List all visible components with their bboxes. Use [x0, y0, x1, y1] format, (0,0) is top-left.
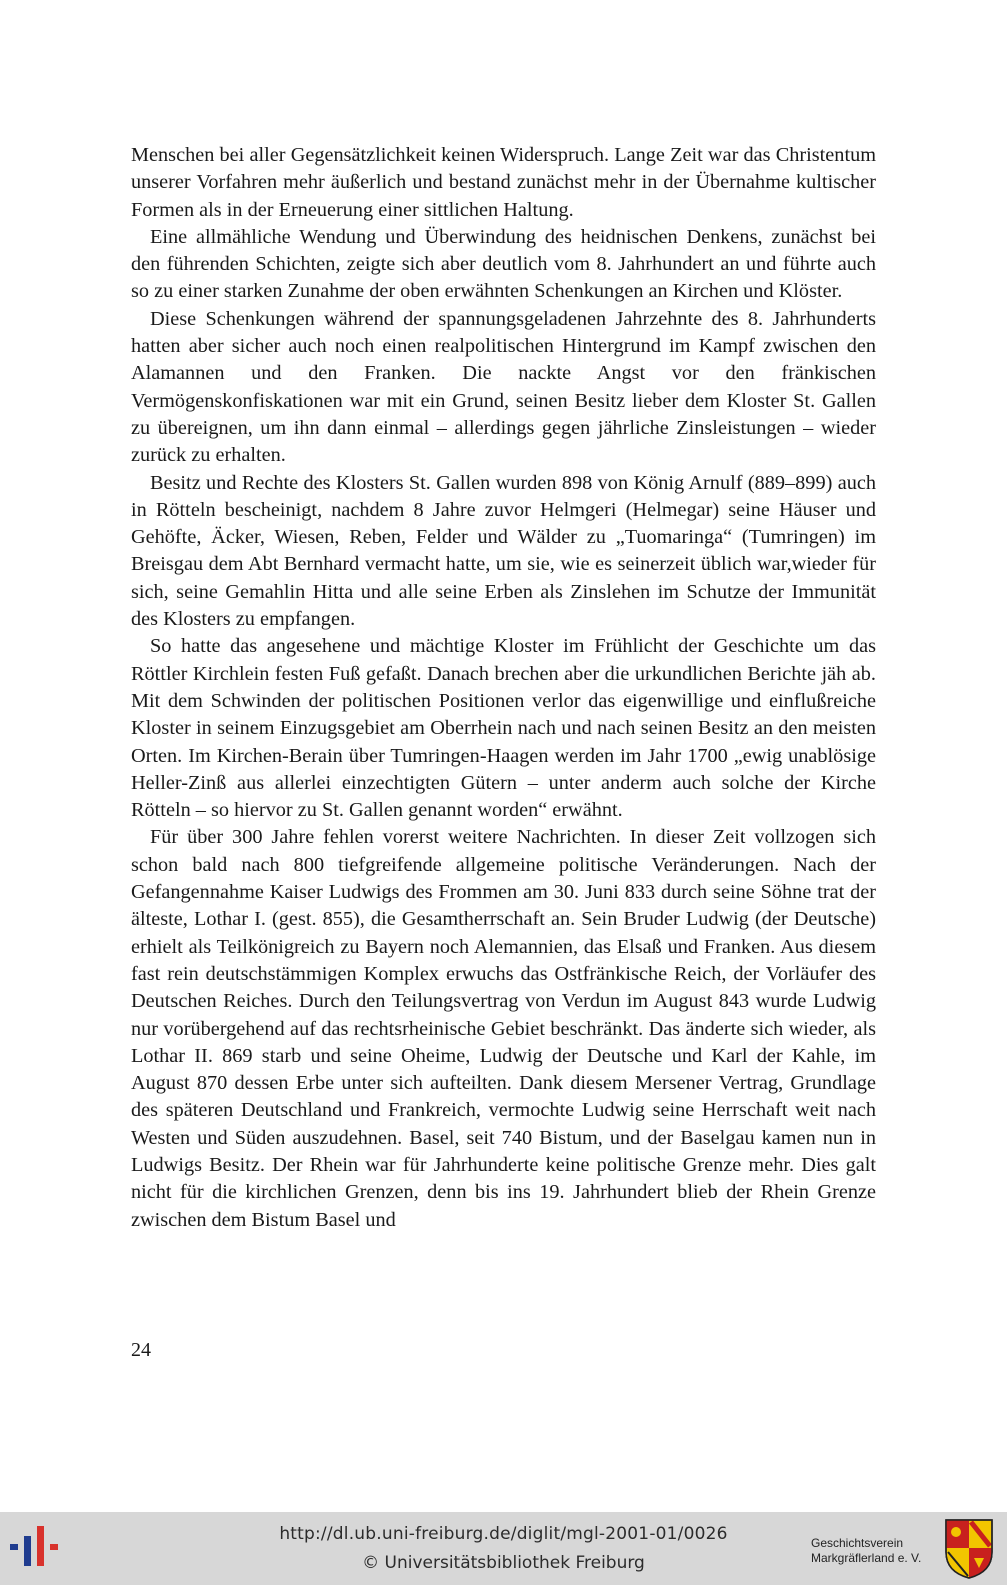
footer-url-link[interactable]: http://dl.ub.uni-freiburg.de/diglit/mgl-2001-01/0026 [279, 1524, 728, 1544]
footer-bar [0, 1512, 1007, 1585]
society-name-line-1: Geschichtsverein [811, 1536, 904, 1550]
paragraph-2: Eine allmähliche Wendung und Überwindung des heidnischen Denkens, zunächst bei den führenden Schichten, zeigte sich aber deutlich vom 8. Jahrhundert an und führte auch so zu einer starken Zunahme der oben erwähnten Schenkungen an Kirchen und Klöster. [131, 225, 876, 303]
paragraph-5: So hatte das angesehene und mächtige Kloster im Frühlicht der Geschichte um das Röttler Kirchlein festen Fuß gefaßt. Danach brechen aber die urkundlichen Berichte jäh ab. Mit dem Schwinden der politischen Positionen verlor das eigenwillige und einflußreiche Kloster in seinem Einzugsgebiet am Oberrhein nach und nach seinen Besitz an den meisten Orten. Im Kirchen-Berain über Tumringen-Haagen werden im Jahr 1700 „ewig unablösige Heller-Zinß aus allerlei einzechtigten Gütern – unter anderm auch solche der Kirche Rötteln – so hiervor zu St. Gallen genannt worden“ erwähnt. [131, 635, 876, 822]
footer-copyright: © Universitätsbibliothek Freiburg [362, 1553, 645, 1573]
paragraph-1: Menschen bei aller Gegensätzlichkeit keinen Widerspruch. Lange Zeit war das Christentum unserer Vorfahren mehr äußerlich und bestand zunächst mehr in der Übernahme kultischer Formen als in der Erneuerung einer sittlichen Haltung. [131, 144, 876, 221]
society-name-line-2: Markgräflerland e. V. [811, 1551, 922, 1565]
society-name [811, 1536, 936, 1566]
coat-of-arms-icon [944, 1518, 994, 1580]
page-number: 24 [131, 1339, 151, 1361]
paragraph-4: Besitz und Rechte des Klosters St. Gallen wurden 898 von König Arnulf (889–899) auch in Rötteln bescheinigt, nachdem 8 Jahre zuvor Helmgeri (Helmegar) seine Häuser und Gehöfte, Äcker, Wiesen, Reben, Felder und Wälder zu „Tuomaringa“ (Tumringen) im Breisgau dem Abt Bernhard vermacht hatte, um sie, wie es seinerzeit üblich war,wieder für sich, seine Gemahlin Hitta und alle seine Erben als Zinslehen im Schutze der Immunität des Klosters zu empfangen. [131, 471, 876, 631]
page-body [131, 142, 876, 1234]
paragraph-6: Für über 300 Jahre fehlen vorerst weitere Nachrichten. In dieser Zeit vollzogen sich schon bald nach 800 tiefgreifende allgemeine politische Veränderungen. Nach der Gefangennahme Kaiser Ludwigs des Frommen am 30. Juni 833 durch seine Söhne trat der älteste, Lothar I. (gest. 855), die Gesamtherrschaft an. Sein Bruder Ludwig (der Deutsche) erhielt als Teilkönigreich zu Bayern noch Alemannien, das Elsaß und Franken. Aus diesem fast rein deutschstämmigen Komplex erwuchs das Ostfränkische Reich, der Vorläufer des Deutschen Reiches. Durch den Teilungsvertrag von Verdun im August 843 wurde Ludwig nur vorübergehend auf das rechtsrheinische Gebiet beschränkt. Das änderte sich wieder, als Lothar II. 869 starb und seine Oheime, Ludwig der Deutsche und Karl der Kahle, im August 870 dessen Erbe unter sich aufteilten. Dank diesem Mersener Vertrag, Grundlage des späteren Deutschland und Frankreich, vermochte Ludwig seine Herrschaft weit nach Westen und Süden auszudehnen. Basel, seit 740 Bistum, und der Baselgau kamen nun in Ludwigs Besitz. Der Rhein war für Jahrhunderte keine politische Grenze mehr. Dies galt nicht für die kirchlichen Grenzen, denn bis ins 19. Jahrhundert blieb der Rhein Grenze zwischen dem Bistum Basel und [131, 826, 876, 1231]
paragraph-3: Diese Schenkungen während der spannungsgeladenen Jahrzehnte des 8. Jahrhunderts hatten aber sicher auch noch einen realpolitischen Hintergrund im Kampf zwischen den Alamannen und den Franken. Die nackte Angst vor den fränkischen Vermögenskonfiskationen war mit ein Grund, seinen Besitz lieber dem Kloster St. Gallen zu übereignen, um ihn dann einmal – allerdings gegen jährliche Zinsleistungen – wieder zurück zu erhalten. [131, 307, 876, 467]
